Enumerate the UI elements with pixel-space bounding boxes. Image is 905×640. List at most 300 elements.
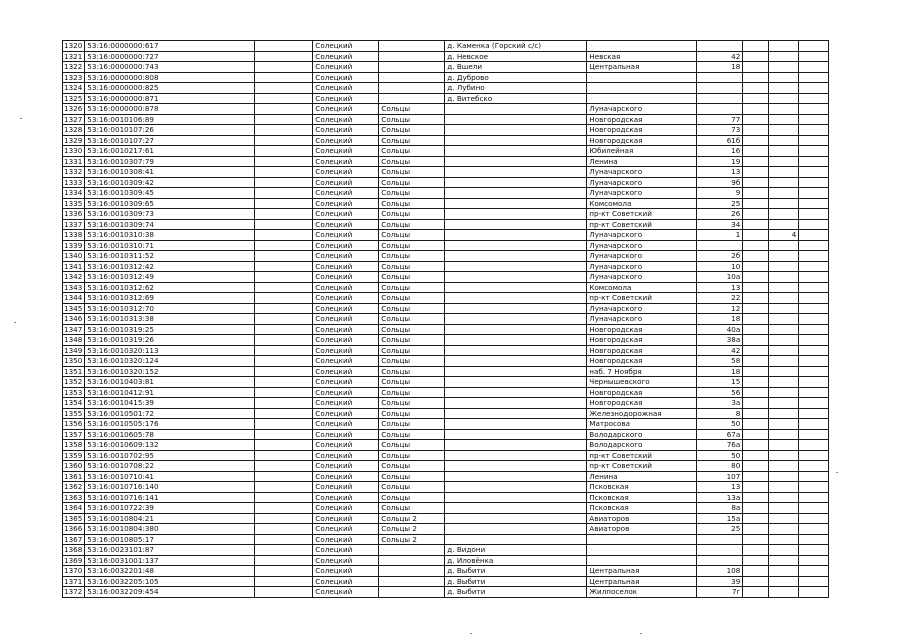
district-cell: Солецкий <box>313 240 379 251</box>
row-number-cell: 1348 <box>63 335 85 346</box>
empty-cell <box>255 377 313 388</box>
empty-cell <box>255 429 313 440</box>
house-number-cell: 50 <box>697 450 743 461</box>
street-cell: Чернышевского <box>587 377 697 388</box>
house-number-cell: 8 <box>697 408 743 419</box>
house-number-cell: 58 <box>697 356 743 367</box>
street-cell: Володарского <box>587 440 697 451</box>
house-number-cell <box>697 41 743 52</box>
empty-cell <box>255 251 313 262</box>
extra-cell <box>743 114 769 125</box>
extra-cell <box>743 261 769 272</box>
table-row <box>63 429 829 440</box>
extra-cell <box>743 72 769 83</box>
scan-speck <box>470 633 472 634</box>
town-cell <box>379 41 445 52</box>
street-cell: Новгородская <box>587 398 697 409</box>
empty-cell <box>255 125 313 136</box>
house-number-cell: 1 <box>697 230 743 241</box>
street-cell: пр-кт Советский <box>587 219 697 230</box>
table-row <box>63 177 829 188</box>
extra-cell-2 <box>799 398 829 409</box>
house-number-cell: 7г <box>697 587 743 598</box>
town-cell: Сольцы <box>379 177 445 188</box>
building-cell <box>769 303 799 314</box>
district-cell: Солецкий <box>313 303 379 314</box>
row-number-cell: 1363 <box>63 492 85 503</box>
empty-cell <box>255 114 313 125</box>
district-cell: Солецкий <box>313 576 379 587</box>
house-number-cell <box>697 83 743 94</box>
locality-cell: д. Витебско <box>445 93 587 104</box>
street-cell: Луначарского <box>587 272 697 283</box>
row-number-cell: 1329 <box>63 135 85 146</box>
street-cell: Центральная <box>587 566 697 577</box>
house-number-cell: 3а <box>697 398 743 409</box>
empty-cell <box>255 219 313 230</box>
table-row <box>63 555 829 566</box>
building-cell <box>769 576 799 587</box>
street-cell: Новгородская <box>587 125 697 136</box>
district-cell: Солецкий <box>313 104 379 115</box>
town-cell: Сольцы 2 <box>379 534 445 545</box>
extra-cell <box>743 440 769 451</box>
extra-cell <box>743 387 769 398</box>
district-cell: Солецкий <box>313 72 379 83</box>
house-number-cell: 18 <box>697 62 743 73</box>
extra-cell-2 <box>799 555 829 566</box>
building-cell <box>769 482 799 493</box>
table-row <box>63 261 829 272</box>
district-cell: Солецкий <box>313 188 379 199</box>
cadastral-number-cell: 53:16:0010106:89 <box>85 114 255 125</box>
locality-cell <box>445 188 587 199</box>
building-cell <box>769 177 799 188</box>
cadastral-number-cell: 53:16:0010605:78 <box>85 429 255 440</box>
town-cell: Сольцы <box>379 198 445 209</box>
town-cell: Сольцы <box>379 398 445 409</box>
cadastral-number-cell: 53:16:0010505:176 <box>85 419 255 430</box>
house-number-cell: 10 <box>697 261 743 272</box>
district-cell: Солецкий <box>313 83 379 94</box>
extra-cell-2 <box>799 345 829 356</box>
building-cell <box>769 219 799 230</box>
cadastral-number-cell: 53:16:0010107:27 <box>85 135 255 146</box>
house-number-cell: 16 <box>697 146 743 157</box>
table-row <box>63 198 829 209</box>
extra-cell <box>743 450 769 461</box>
extra-cell <box>743 534 769 545</box>
extra-cell-2 <box>799 356 829 367</box>
empty-cell <box>255 293 313 304</box>
table-row <box>63 282 829 293</box>
locality-cell <box>445 398 587 409</box>
district-cell: Солецкий <box>313 41 379 52</box>
district-cell: Солецкий <box>313 377 379 388</box>
town-cell: Сольцы <box>379 429 445 440</box>
district-cell: Солецкий <box>313 324 379 335</box>
extra-cell-2 <box>799 198 829 209</box>
district-cell: Солецкий <box>313 534 379 545</box>
table-row <box>63 450 829 461</box>
district-cell: Солецкий <box>313 230 379 241</box>
extra-cell-2 <box>799 566 829 577</box>
locality-cell <box>445 314 587 325</box>
extra-cell-2 <box>799 387 829 398</box>
street-cell: пр-кт Советский <box>587 209 697 220</box>
cadastral-number-cell: 53:16:0010710:41 <box>85 471 255 482</box>
locality-cell <box>445 450 587 461</box>
table-row <box>63 419 829 430</box>
row-number-cell: 1352 <box>63 377 85 388</box>
empty-cell <box>255 440 313 451</box>
empty-cell <box>255 335 313 346</box>
house-number-cell <box>697 72 743 83</box>
empty-cell <box>255 177 313 188</box>
house-number-cell: 26 <box>697 209 743 220</box>
house-number-cell: 13 <box>697 167 743 178</box>
locality-cell <box>445 408 587 419</box>
cadastral-number-cell: 53:16:0010309:42 <box>85 177 255 188</box>
street-cell: Псковская <box>587 503 697 514</box>
building-cell <box>769 398 799 409</box>
extra-cell <box>743 209 769 220</box>
building-cell <box>769 377 799 388</box>
locality-cell <box>445 135 587 146</box>
building-cell <box>769 366 799 377</box>
street-cell: Луначарского <box>587 314 697 325</box>
house-number-cell: 9 <box>697 188 743 199</box>
district-cell: Солецкий <box>313 566 379 577</box>
house-number-cell: 18 <box>697 314 743 325</box>
locality-cell <box>445 461 587 472</box>
table-row <box>63 293 829 304</box>
building-cell <box>769 114 799 125</box>
house-number-cell <box>697 240 743 251</box>
building-cell <box>769 125 799 136</box>
extra-cell <box>743 566 769 577</box>
house-number-cell: 50 <box>697 419 743 430</box>
table-row <box>63 314 829 325</box>
town-cell: Сольцы <box>379 261 445 272</box>
street-cell: Луначарского <box>587 167 697 178</box>
cadastral-number-cell: 53:16:0010312:69 <box>85 293 255 304</box>
house-number-cell: 19 <box>697 156 743 167</box>
district-cell: Солецкий <box>313 198 379 209</box>
table-row <box>63 93 829 104</box>
town-cell: Сольцы <box>379 251 445 262</box>
locality-cell <box>445 513 587 524</box>
empty-cell <box>255 41 313 52</box>
table-row <box>63 240 829 251</box>
extra-cell-2 <box>799 293 829 304</box>
table-row <box>63 62 829 73</box>
empty-cell <box>255 104 313 115</box>
empty-cell <box>255 135 313 146</box>
table-row <box>63 440 829 451</box>
table-row <box>63 398 829 409</box>
street-cell: Авиаторов <box>587 513 697 524</box>
row-number-cell: 1364 <box>63 503 85 514</box>
town-cell: Сольцы <box>379 146 445 157</box>
empty-cell <box>255 387 313 398</box>
extra-cell <box>743 429 769 440</box>
empty-cell <box>255 356 313 367</box>
row-number-cell: 1351 <box>63 366 85 377</box>
cadastral-number-cell: 53:16:0010312:70 <box>85 303 255 314</box>
locality-cell: д. Вшели <box>445 62 587 73</box>
cadastral-number-cell: 53:16:0000000:808 <box>85 72 255 83</box>
row-number-cell: 1336 <box>63 209 85 220</box>
street-cell: Псковская <box>587 492 697 503</box>
building-cell <box>769 104 799 115</box>
scan-speck <box>14 322 16 323</box>
street-cell: наб. 7 Ноября <box>587 366 697 377</box>
extra-cell-2 <box>799 440 829 451</box>
extra-cell-2 <box>799 545 829 556</box>
district-cell: Солецкий <box>313 513 379 524</box>
locality-cell <box>445 167 587 178</box>
cadastral-table <box>62 40 829 598</box>
extra-cell <box>743 135 769 146</box>
district-cell: Солецкий <box>313 177 379 188</box>
empty-cell <box>255 51 313 62</box>
house-number-cell: 13 <box>697 282 743 293</box>
town-cell: Сольцы <box>379 377 445 388</box>
building-cell <box>769 429 799 440</box>
town-cell: Сольцы 2 <box>379 513 445 524</box>
district-cell: Солецкий <box>313 146 379 157</box>
building-cell <box>769 135 799 146</box>
building-cell <box>769 72 799 83</box>
district-cell: Солецкий <box>313 261 379 272</box>
extra-cell-2 <box>799 534 829 545</box>
cadastral-number-cell: 53:16:0010312:49 <box>85 272 255 283</box>
row-number-cell: 1328 <box>63 125 85 136</box>
cadastral-number-cell: 53:16:0000000:825 <box>85 83 255 94</box>
cadastral-number-cell: 53:16:0010320:113 <box>85 345 255 356</box>
row-number-cell: 1339 <box>63 240 85 251</box>
empty-cell <box>255 230 313 241</box>
house-number-cell: 38а <box>697 335 743 346</box>
street-cell <box>587 555 697 566</box>
row-number-cell: 1325 <box>63 93 85 104</box>
extra-cell <box>743 345 769 356</box>
street-cell: пр-кт Советский <box>587 450 697 461</box>
row-number-cell: 1367 <box>63 534 85 545</box>
house-number-cell: 2б <box>697 251 743 262</box>
building-cell <box>769 524 799 535</box>
town-cell: Сольцы <box>379 450 445 461</box>
cadastral-number-cell: 53:16:0010310:38 <box>85 230 255 241</box>
extra-cell-2 <box>799 503 829 514</box>
building-cell <box>769 282 799 293</box>
locality-cell <box>445 146 587 157</box>
district-cell: Солецкий <box>313 482 379 493</box>
district-cell: Солецкий <box>313 366 379 377</box>
extra-cell-2 <box>799 366 829 377</box>
locality-cell <box>445 503 587 514</box>
building-cell <box>769 566 799 577</box>
town-cell: Сольцы 2 <box>379 524 445 535</box>
locality-cell: д. Выбити <box>445 566 587 577</box>
row-number-cell: 1337 <box>63 219 85 230</box>
table-row <box>63 209 829 220</box>
building-cell <box>769 450 799 461</box>
locality-cell <box>445 114 587 125</box>
table-row <box>63 114 829 125</box>
district-cell: Солецкий <box>313 282 379 293</box>
district-cell: Солецкий <box>313 471 379 482</box>
extra-cell-2 <box>799 135 829 146</box>
extra-cell <box>743 83 769 94</box>
row-number-cell: 1341 <box>63 261 85 272</box>
locality-cell <box>445 240 587 251</box>
extra-cell-2 <box>799 272 829 283</box>
table-body <box>63 41 829 598</box>
town-cell: Сольцы <box>379 135 445 146</box>
extra-cell-2 <box>799 104 829 115</box>
cadastral-number-cell: 53:16:0000000:878 <box>85 104 255 115</box>
row-number-cell: 1347 <box>63 324 85 335</box>
building-cell <box>769 492 799 503</box>
empty-cell <box>255 492 313 503</box>
town-cell: Сольцы <box>379 314 445 325</box>
extra-cell-2 <box>799 492 829 503</box>
extra-cell-2 <box>799 429 829 440</box>
street-cell: Новгородская <box>587 114 697 125</box>
extra-cell-2 <box>799 335 829 346</box>
row-number-cell: 1331 <box>63 156 85 167</box>
cadastral-number-cell: 53:16:0010312:62 <box>85 282 255 293</box>
table-row <box>63 566 829 577</box>
extra-cell-2 <box>799 146 829 157</box>
district-cell: Солецкий <box>313 429 379 440</box>
building-cell <box>769 513 799 524</box>
extra-cell-2 <box>799 303 829 314</box>
town-cell: Сольцы <box>379 471 445 482</box>
district-cell: Солецкий <box>313 335 379 346</box>
house-number-cell <box>697 555 743 566</box>
town-cell <box>379 576 445 587</box>
district-cell: Солецкий <box>313 219 379 230</box>
empty-cell <box>255 93 313 104</box>
extra-cell <box>743 177 769 188</box>
town-cell: Сольцы <box>379 324 445 335</box>
town-cell: Сольцы <box>379 482 445 493</box>
locality-cell <box>445 366 587 377</box>
cadastral-number-cell: 53:16:0032201:48 <box>85 566 255 577</box>
extra-cell <box>743 51 769 62</box>
town-cell: Сольцы <box>379 167 445 178</box>
district-cell: Солецкий <box>313 356 379 367</box>
locality-cell <box>445 125 587 136</box>
row-number-cell: 1371 <box>63 576 85 587</box>
town-cell <box>379 545 445 556</box>
building-cell <box>769 293 799 304</box>
extra-cell <box>743 419 769 430</box>
town-cell: Сольцы <box>379 408 445 419</box>
extra-cell <box>743 240 769 251</box>
extra-cell <box>743 587 769 598</box>
empty-cell <box>255 272 313 283</box>
row-number-cell: 1366 <box>63 524 85 535</box>
scan-speck <box>836 472 838 473</box>
row-number-cell: 1358 <box>63 440 85 451</box>
locality-cell <box>445 104 587 115</box>
district-cell: Солецкий <box>313 93 379 104</box>
table-row <box>63 482 829 493</box>
district-cell: Солецкий <box>313 408 379 419</box>
building-cell <box>769 188 799 199</box>
row-number-cell: 1342 <box>63 272 85 283</box>
town-cell: Сольцы <box>379 366 445 377</box>
extra-cell-2 <box>799 72 829 83</box>
locality-cell <box>445 230 587 241</box>
table-row <box>63 188 829 199</box>
extra-cell-2 <box>799 377 829 388</box>
extra-cell <box>743 251 769 262</box>
extra-cell <box>743 461 769 472</box>
table-row <box>63 587 829 598</box>
extra-cell <box>743 41 769 52</box>
extra-cell <box>743 503 769 514</box>
extra-cell-2 <box>799 524 829 535</box>
district-cell: Солецкий <box>313 51 379 62</box>
house-number-cell: 13 <box>697 482 743 493</box>
town-cell: Сольцы <box>379 272 445 283</box>
building-cell <box>769 240 799 251</box>
street-cell: Юбилейная <box>587 146 697 157</box>
extra-cell <box>743 492 769 503</box>
district-cell: Солецкий <box>313 125 379 136</box>
table-row <box>63 51 829 62</box>
empty-cell <box>255 188 313 199</box>
house-number-cell: 108 <box>697 566 743 577</box>
locality-cell <box>445 219 587 230</box>
house-number-cell: 9б <box>697 177 743 188</box>
locality-cell <box>445 209 587 220</box>
locality-cell <box>445 282 587 293</box>
building-cell <box>769 93 799 104</box>
district-cell: Солецкий <box>313 156 379 167</box>
district-cell: Солецкий <box>313 345 379 356</box>
town-cell: Сольцы <box>379 125 445 136</box>
district-cell: Солецкий <box>313 545 379 556</box>
building-cell <box>769 209 799 220</box>
street-cell: Новгородская <box>587 345 697 356</box>
extra-cell-2 <box>799 219 829 230</box>
extra-cell <box>743 125 769 136</box>
empty-cell <box>255 345 313 356</box>
district-cell: Солецкий <box>313 398 379 409</box>
town-cell: Сольцы <box>379 503 445 514</box>
empty-cell <box>255 419 313 430</box>
cadastral-number-cell: 53:16:0010310:71 <box>85 240 255 251</box>
house-number-cell <box>697 104 743 115</box>
scanned-page <box>62 40 829 598</box>
locality-cell <box>445 303 587 314</box>
extra-cell-2 <box>799 324 829 335</box>
house-number-cell: 13а <box>697 492 743 503</box>
extra-cell <box>743 198 769 209</box>
locality-cell <box>445 387 587 398</box>
cadastral-number-cell: 53:16:0000000:617 <box>85 41 255 52</box>
table-row <box>63 324 829 335</box>
cadastral-number-cell: 53:16:0010309:73 <box>85 209 255 220</box>
street-cell: Новгородская <box>587 356 697 367</box>
extra-cell-2 <box>799 240 829 251</box>
